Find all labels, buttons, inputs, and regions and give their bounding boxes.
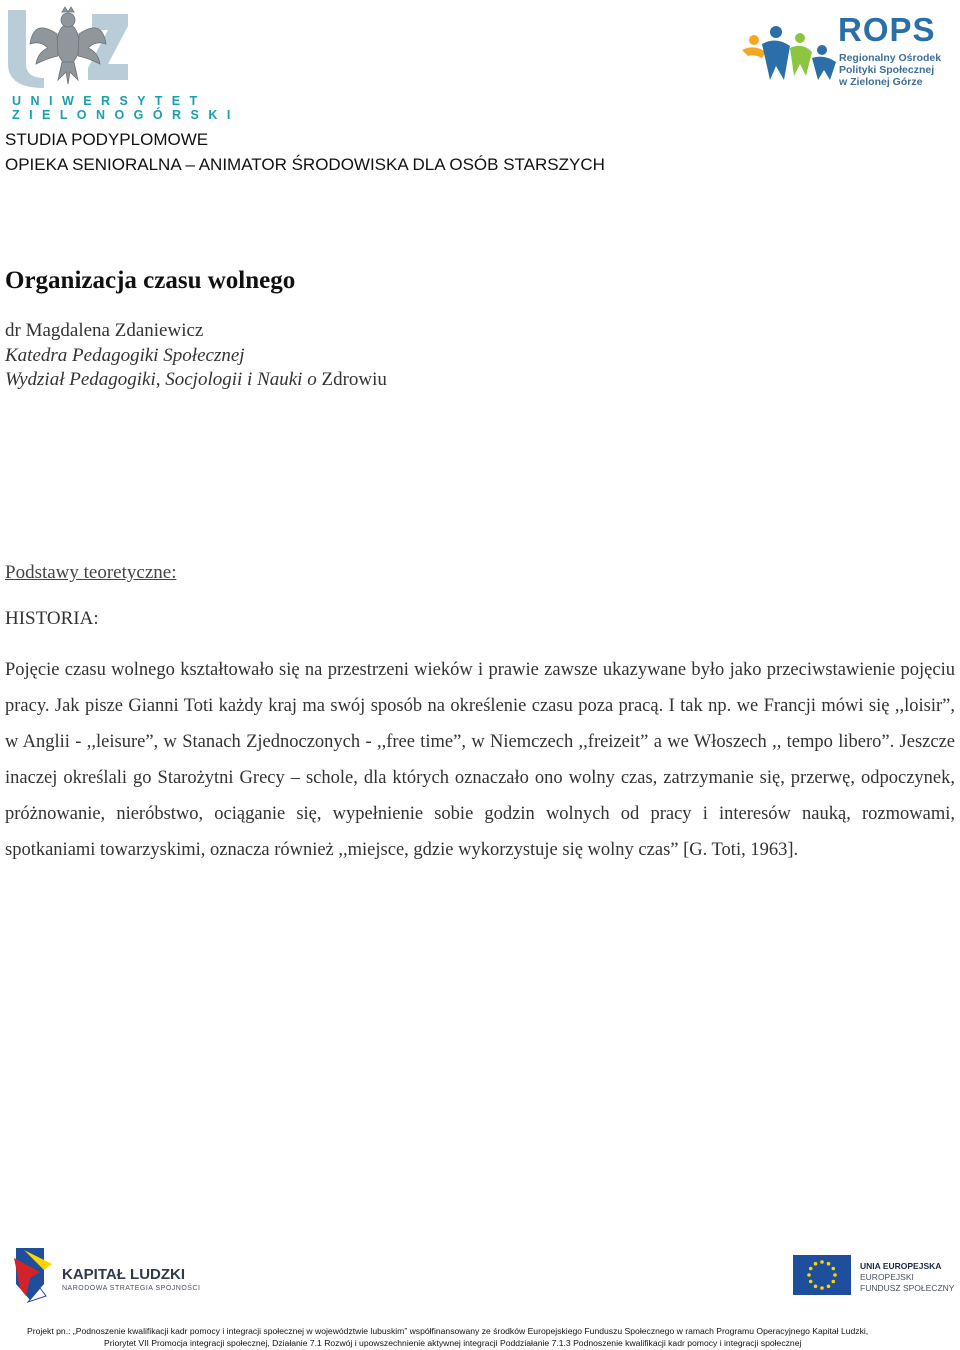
eu-label-union: UNIA EUROPEJSKA (860, 1261, 942, 1271)
university-name-line2: Z I E L O N O G Ó R S K I (12, 108, 234, 122)
body-paragraph: Pojęcie czasu wolnego kształtowało się na przestrzeni wieków i prawie zawsze ukazywane było jako przeciwstawienie pojęciu pracy. Jak pisze Gianni Toti każdy kraj ma swój sposób na określenie czasu poza pracą. I tak np. we Francji mówi się ,,loisir”, w Anglii - ,,leisure”, w Stanach Zjednoczonych - ,,free time”, w Niemczech ,,freizeit” a we Włoszech ,, tempo libero”. Jeszcze inaczej określali go Starożytni Grecy – schole, dla których oznaczało ono wolny czas, zatrzymanie się, przerwę, odpoczynek, próżnowanie, nieróbstwo, ociąganie się, wypełnienie sobie godzin wolnych od pracy i interesów nauką, rozmowami, spotkaniami towarzyskimi, oznacza również ,,miejsce, gdzie wykorzystuje się wolny czas” [G. Toti, 1963]. (5, 660, 955, 860)
section-heading: HISTORIA: (5, 608, 99, 629)
program-specialization: OPIEKA SENIORALNA – ANIMATOR ŚRODOWISKA DLA OSÓB STARSZYCH (5, 155, 605, 174)
faculty-name: Wydział Pedagogiki, Socjologii i Nauki o (5, 369, 317, 390)
project-footnote-line1: Projekt pn.: „Podnoszenie kwalifikacji kadr pomocy i integracji społecznej w województwie lubuskim” współfinansowany ze środków Europejskiego Funduszu Społecznego w ramach Programu Operacyjnego Kapitał Ludzki, (27, 1326, 869, 1336)
university-eagle-logo (4, 4, 132, 90)
program-title: STUDIA PODYPLOMOWE (5, 130, 209, 149)
rops-figures-logo (740, 22, 840, 86)
university-name-line1: U N I W E R S Y T E T (12, 94, 201, 108)
rops-name-line1: Regionalny Ośrodek (839, 52, 942, 64)
author-faculty (5, 368, 387, 392)
rops-acronym: ROPS (838, 11, 936, 48)
eu-flag-icon (793, 1255, 851, 1295)
author-name: dr Magdalena Zdaniewicz (5, 320, 204, 341)
kapital-ludzki-subtitle: NARODOWA STRATEGIA SPÓJNOŚCI (62, 1285, 201, 1292)
rops-name-line2: Polityki Społecznej (839, 64, 935, 76)
faculty-name-tail: Zdrowiu (316, 369, 387, 390)
author-department: Katedra Pedagogiki Społecznej (5, 345, 245, 366)
eu-label-european: EUROPEJSKI (860, 1272, 914, 1282)
kapital-ludzki-title: KAPITAŁ LUDZKI (62, 1266, 186, 1283)
document-title: Organizacja czasu wolnego (5, 267, 296, 294)
project-footnote-line2: Priorytet VII Promocja integracji społecznej, Działanie 7.1 Rozwój i upowszechnienie aktywnej integracji Poddziałanie 7.1.3 Podnoszenie kwalifikacji kadr pomocy i integracji społecznej (104, 1338, 802, 1348)
section-label: Podstawy teoretyczne: (5, 562, 177, 583)
eu-label-fund: FUNDUSZ SPOŁECZNY (860, 1283, 955, 1293)
rops-name-line3: w Zielonej Górze (839, 76, 923, 88)
